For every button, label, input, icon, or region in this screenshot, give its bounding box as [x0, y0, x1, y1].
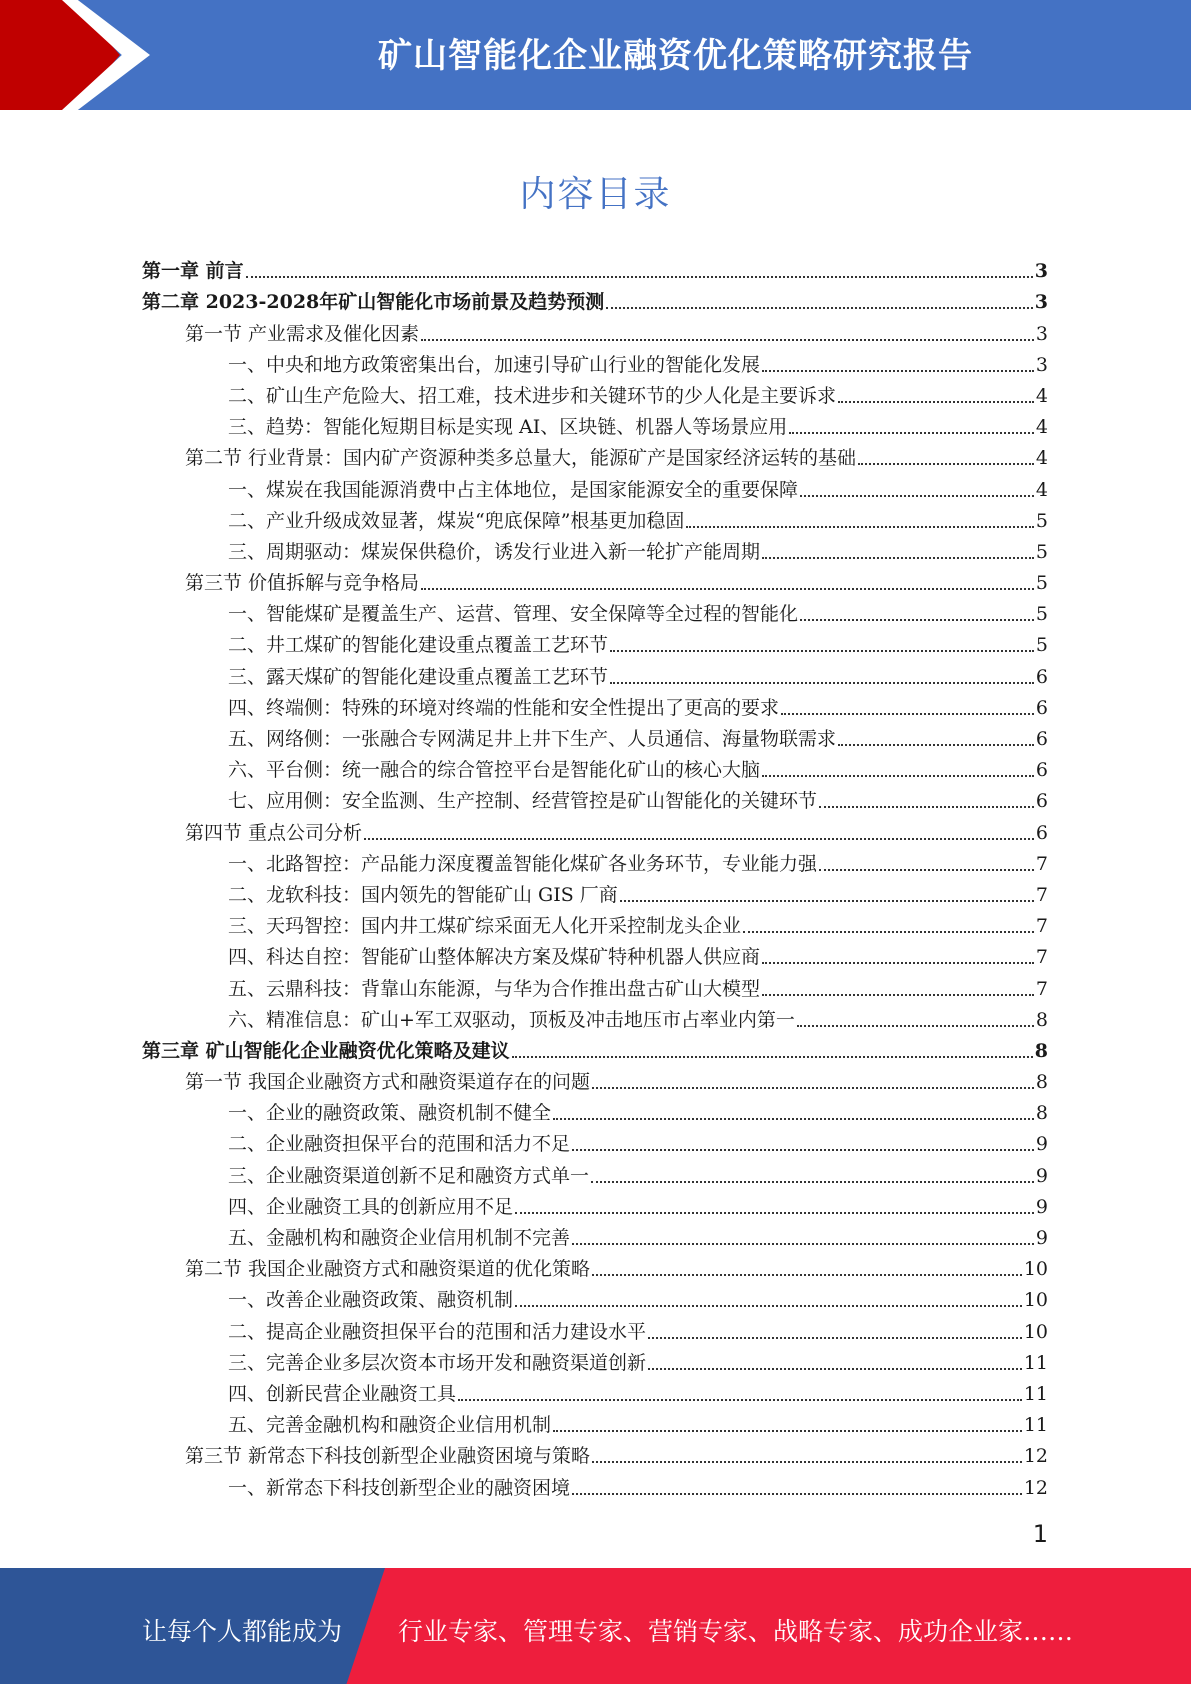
toc-entry-text: 一、北路智控：产品能力深度覆盖智能化煤矿各业务环节，专业能力强 [228, 852, 818, 875]
toc-entry-page: 4 [1035, 384, 1048, 407]
toc-leader-dots [838, 401, 1034, 403]
toc-entry[interactable] [142, 599, 1048, 630]
footer-slogan-left: 让每个人都能成为 [142, 1617, 343, 1646]
toc-entry[interactable] [142, 1129, 1048, 1160]
toc-leader-dots [515, 1212, 1034, 1214]
toc-entry-page: 9 [1035, 1164, 1048, 1187]
toc-entry[interactable] [142, 911, 1048, 942]
toc-entry[interactable] [142, 537, 1048, 568]
toc-entry[interactable] [142, 318, 1048, 349]
toc-entry-page: 5 [1035, 540, 1048, 563]
toc-entry-text: 三、天玛智控：国内井工煤矿综采面无人化开采控制龙头企业 [228, 915, 742, 938]
toc-leader-dots [858, 463, 1034, 465]
toc-entry-page: 6 [1035, 821, 1048, 844]
toc-entry-page: 3 [1035, 353, 1048, 376]
toc-entry-text: 一、中央和地方政策密集出台，加速引导矿山行业的智能化发展 [228, 353, 761, 376]
toc-entry-text: 第一章 前言 [142, 260, 244, 283]
toc-leader-dots [819, 806, 1034, 808]
toc-entry[interactable] [142, 1160, 1048, 1191]
toc-entry[interactable] [142, 1254, 1048, 1285]
toc-entry[interactable] [142, 630, 1048, 661]
toc-entry-text: 五、云鼎科技：背靠山东能源，与华为合作推出盘古矿山大模型 [228, 977, 761, 1000]
toc-entry-page: 3 [1035, 322, 1048, 345]
toc-entry-text: 二、产业升级成效显著，煤炭“兜底保障”根基更加稳固 [228, 509, 685, 532]
toc-entry-text: 一、改善企业融资政策、融资机制 [228, 1289, 514, 1312]
toc-entry[interactable] [142, 474, 1048, 505]
toc-entry-text: 第一节 产业需求及催化因素 [185, 322, 420, 345]
toc-entry[interactable] [142, 350, 1048, 381]
toc-leader-dots [838, 744, 1034, 746]
toc-entry[interactable] [142, 755, 1048, 786]
toc-entry-page: 7 [1035, 883, 1048, 906]
toc-entry-page: 5 [1035, 509, 1048, 532]
toc-leader-dots [364, 838, 1034, 840]
toc-entry-text: 四、终端侧：特殊的环境对终端的性能和安全性提出了更高的要求 [228, 696, 780, 719]
toc-entry-page: 11 [1023, 1382, 1048, 1405]
toc-leader-dots [762, 370, 1034, 372]
toc-entry-page: 7 [1035, 915, 1048, 938]
toc-entry[interactable] [142, 1410, 1048, 1441]
toc-entry[interactable] [142, 506, 1048, 537]
toc-entry-page: 4 [1035, 447, 1048, 470]
toc-entry-page: 10 [1023, 1320, 1048, 1343]
toc-heading: 内容目录 [519, 174, 672, 215]
toc-entry-page: 9 [1035, 1133, 1048, 1156]
toc-entry[interactable] [142, 1285, 1048, 1316]
toc-leader-dots [572, 1149, 1034, 1151]
toc-entry-text: 四、创新民营企业融资工具 [228, 1382, 457, 1405]
toc-entry-text: 三、趋势：智能化短期目标是实现 AI、区块链、机器人等场景应用 [228, 416, 788, 439]
toc-entry-text: 二、提高企业融资担保平台的范围和活力建设水平 [228, 1320, 647, 1343]
toc-leader-dots [610, 650, 1034, 652]
toc-entry[interactable] [142, 1067, 1048, 1098]
toc-leader-dots [686, 526, 1033, 528]
table-of-contents [142, 256, 1048, 1504]
toc-leader-dots [762, 557, 1034, 559]
toc-leader-dots [800, 619, 1034, 621]
toc-entry-page: 9 [1035, 1227, 1048, 1249]
toc-entry-page: 8 [1035, 1102, 1048, 1125]
toc-entry-text: 三、企业融资渠道创新不足和融资方式单一 [228, 1164, 590, 1187]
footer-slogan-right: 行业专家、管理专家、营销专家、战略专家、成功企业家…… [398, 1617, 1074, 1646]
toc-entry-text: 第四节 重点公司分析 [185, 821, 363, 844]
toc-leader-dots [458, 1399, 1022, 1401]
toc-entry[interactable] [142, 287, 1048, 318]
toc-leader-dots [781, 713, 1034, 715]
toc-entry[interactable] [142, 412, 1048, 443]
toc-leader-dots [797, 1025, 1034, 1027]
toc-entry-page: 5 [1035, 572, 1048, 595]
toc-entry[interactable] [142, 724, 1048, 755]
toc-leader-dots [246, 276, 1033, 278]
toc-entry[interactable] [142, 568, 1048, 599]
toc-entry-page: 3 [1034, 291, 1048, 314]
toc-leader-dots [606, 307, 1033, 309]
toc-leader-dots [743, 931, 1034, 933]
toc-entry-page: 3 [1034, 260, 1048, 283]
toc-entry-text: 七、应用侧：安全监测、生产控制、经营管控是矿山智能化的关键环节 [228, 790, 818, 813]
toc-entry[interactable] [142, 1441, 1048, 1472]
toc-leader-dots [762, 994, 1034, 996]
toc-leader-dots [819, 869, 1034, 871]
toc-entry-page: 7 [1035, 852, 1048, 875]
toc-entry-text: 一、企业的融资政策、融资机制不健全 [228, 1102, 552, 1125]
toc-leader-dots [421, 588, 1034, 590]
toc-entry-text: 四、科达自控：智能矿山整体解决方案及煤矿特种机器人供应商 [228, 946, 761, 969]
toc-entry-text: 五、完善金融机构和融资企业信用机制 [228, 1414, 552, 1437]
toc-entry-page: 8 [1034, 1039, 1048, 1062]
toc-entry-text: 二、企业融资担保平台的范围和活力不足 [228, 1133, 571, 1156]
toc-entry-page: 6 [1035, 759, 1048, 782]
toc-entry[interactable] [142, 256, 1048, 287]
toc-leader-dots [648, 1368, 1022, 1370]
toc-entry-text: 二、龙软科技：国内领先的智能矿山 GIS 厂商 [228, 883, 618, 906]
toc-leader-dots [512, 1056, 1033, 1058]
toc-entry-page: 12 [1023, 1445, 1048, 1468]
toc-entry[interactable] [142, 1098, 1048, 1129]
toc-entry-text: 二、井工煤矿的智能化建设重点覆盖工艺环节 [228, 634, 609, 657]
toc-leader-dots [592, 1461, 1022, 1463]
toc-entry-page: 8 [1035, 1071, 1048, 1094]
toc-entry-text: 第三节 新常态下科技创新型企业融资困境与策略 [185, 1445, 591, 1468]
toc-entry-text: 一、新常态下科技创新型企业的融资困境 [228, 1476, 571, 1499]
toc-entry-text: 第二章 2023-2028年矿山智能化市场前景及趋势预测 [142, 291, 605, 314]
toc-entry[interactable] [142, 849, 1048, 880]
header-banner [0, 0, 1191, 110]
toc-entry-text: 六、精准信息：矿山+军工双驱动，顶板及冲击地压市占率业内第一 [228, 1008, 795, 1031]
toc-entry[interactable] [142, 817, 1048, 848]
toc-leader-dots [592, 1087, 1034, 1089]
toc-entry[interactable] [142, 942, 1048, 973]
toc-leader-dots [800, 495, 1034, 497]
toc-entry-page: 6 [1035, 665, 1048, 688]
toc-entry-text: 第三节 价值拆解与竞争格局 [185, 572, 420, 595]
toc-leader-dots [515, 1305, 1022, 1307]
header-red-arrow [0, 0, 120, 110]
toc-entry[interactable] [142, 1192, 1048, 1223]
toc-entry-page: 4 [1035, 416, 1048, 439]
toc-entry[interactable] [142, 1036, 1048, 1067]
toc-leader-dots [572, 1493, 1022, 1495]
toc-leader-dots [648, 1337, 1022, 1339]
toc-entry-page: 11 [1023, 1351, 1048, 1374]
toc-entry-page: 10 [1023, 1258, 1048, 1281]
toc-entry-page: 8 [1035, 1008, 1048, 1031]
toc-entry-text: 第一节 我国企业融资方式和融资渠道存在的问题 [185, 1071, 591, 1094]
toc-leader-dots [610, 682, 1034, 684]
toc-leader-dots [620, 900, 1034, 902]
toc-entry-text: 第二节 我国企业融资方式和融资渠道的优化策略 [185, 1258, 591, 1281]
toc-leader-dots [572, 1243, 1034, 1245]
toc-entry[interactable] [142, 1379, 1048, 1410]
toc-leader-dots [421, 339, 1034, 341]
toc-entry-page: 7 [1035, 946, 1048, 969]
toc-entry[interactable] [142, 443, 1048, 474]
toc-leader-dots [553, 1118, 1034, 1120]
toc-entry-page: 11 [1023, 1414, 1048, 1437]
toc-leader-dots [553, 1430, 1022, 1432]
toc-entry-page: 6 [1035, 790, 1048, 813]
toc-entry-page: 7 [1035, 977, 1048, 1000]
toc-entry[interactable] [142, 1223, 1048, 1254]
toc-entry[interactable] [142, 1472, 1048, 1503]
toc-entry[interactable] [142, 1005, 1048, 1036]
toc-entry-text: 第二节 行业背景：国内矿产资源种类多总量大，能源矿产是国家经济运转的基础 [185, 447, 857, 470]
toc-entry-page: 5 [1035, 603, 1048, 626]
toc-entry[interactable] [142, 1348, 1048, 1379]
toc-entry-text: 二、矿山生产危险大、招工难，技术进步和关键环节的少人化是主要诉求 [228, 384, 837, 407]
toc-entry-page: 6 [1035, 696, 1048, 719]
toc-entry-page: 6 [1035, 728, 1048, 750]
toc-entry-page: 10 [1023, 1289, 1048, 1312]
toc-entry[interactable] [142, 661, 1048, 692]
toc-entry[interactable] [142, 381, 1048, 412]
toc-entry-text: 六、平台侧：统一融合的综合管控平台是智能化矿山的核心大脑 [228, 759, 761, 782]
toc-entry[interactable] [142, 786, 1048, 817]
toc-leader-dots [591, 1181, 1034, 1183]
toc-leader-dots [762, 962, 1034, 964]
footer-banner [0, 1568, 1191, 1684]
toc-entry-text: 五、金融机构和融资企业信用机制不完善 [228, 1227, 571, 1249]
toc-entry-page: 12 [1023, 1476, 1048, 1499]
toc-entry-text: 一、智能煤矿是覆盖生产、运营、管理、安全保障等全过程的智能化 [228, 603, 799, 626]
toc-leader-dots [592, 1274, 1022, 1276]
toc-entry[interactable] [142, 973, 1048, 1004]
toc-entry-text: 四、企业融资工具的创新应用不足 [228, 1195, 514, 1218]
report-title: 矿山智能化企业融资优化策略研究报告 [378, 36, 973, 76]
toc-entry-text: 五、网络侧：一张融合专网满足井上井下生产、人员通信、海量物联需求 [228, 728, 837, 750]
toc-entry-text: 三、周期驱动：煤炭保供稳价，诱发行业进入新一轮扩产能周期 [228, 540, 761, 563]
toc-entry[interactable] [142, 693, 1048, 724]
page-number: 1 [1032, 1520, 1048, 1548]
toc-entry[interactable] [142, 880, 1048, 911]
toc-entry-text: 三、露天煤矿的智能化建设重点覆盖工艺环节 [228, 665, 609, 688]
toc-entry-page: 9 [1035, 1195, 1048, 1218]
toc-entry-text: 一、煤炭在我国能源消费中占主体地位，是国家能源安全的重要保障 [228, 478, 799, 501]
toc-entry-text: 三、完善企业多层次资本市场开发和融资渠道创新 [228, 1351, 647, 1374]
toc-entry-page: 4 [1035, 478, 1048, 501]
toc-entry-page: 5 [1035, 634, 1048, 657]
toc-leader-dots [789, 432, 1034, 434]
toc-entry[interactable] [142, 1316, 1048, 1347]
toc-leader-dots [762, 775, 1034, 777]
toc-entry-text: 第三章 矿山智能化企业融资优化策略及建议 [142, 1039, 510, 1062]
